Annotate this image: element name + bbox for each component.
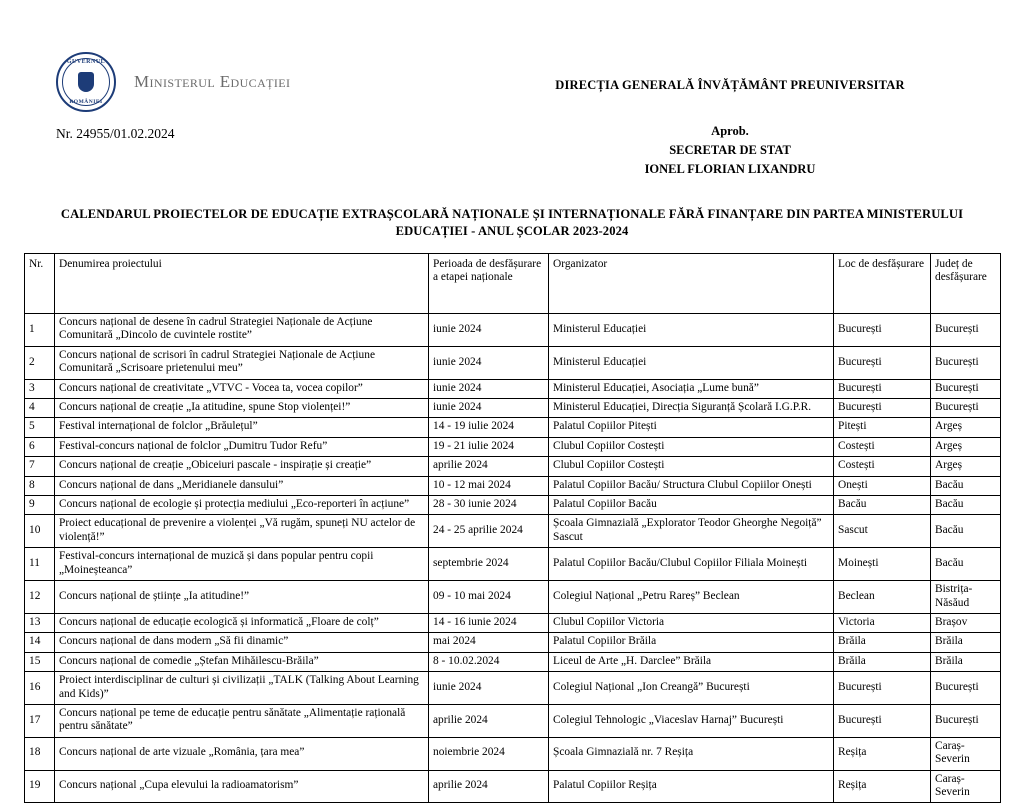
cell-period: mai 2024 bbox=[429, 633, 549, 652]
document-header bbox=[0, 0, 1024, 176]
cell-county: Bacău bbox=[931, 515, 1001, 548]
cell-period: iunie 2024 bbox=[429, 379, 549, 398]
cell-county: București bbox=[931, 704, 1001, 737]
table-row bbox=[25, 496, 1001, 515]
cell-project: Concurs național de desene în cadrul Strategiei Naționale de Acțiune Comunitară „Dincolo de cuvintele rostite” bbox=[55, 314, 429, 347]
cell-county: Caraș-Severin bbox=[931, 737, 1001, 770]
table-row bbox=[25, 737, 1001, 770]
cell-county: Bacău bbox=[931, 496, 1001, 515]
cell-location: Moinești bbox=[834, 548, 931, 581]
cell-location: București bbox=[834, 379, 931, 398]
ministry-name: Ministerul Educației bbox=[134, 72, 291, 91]
cell-organizer: Clubul Copiilor Costești bbox=[549, 437, 834, 456]
cell-county: Bistrița-Năsăud bbox=[931, 581, 1001, 614]
cell-organizer: Palatul Copiilor Bacău bbox=[549, 496, 834, 515]
cell-county: Bacău bbox=[931, 548, 1001, 581]
cell-organizer: Palatul Copiilor Bacău/ Structura Clubul Copiilor Onești bbox=[549, 476, 834, 495]
cell-period: aprilie 2024 bbox=[429, 704, 549, 737]
cell-nr: 9 bbox=[25, 496, 55, 515]
cell-nr: 15 bbox=[25, 652, 55, 671]
cell-county: Argeș bbox=[931, 457, 1001, 476]
cell-organizer: Colegiul Național „Petru Rareș” Beclean bbox=[549, 581, 834, 614]
cell-nr: 13 bbox=[25, 613, 55, 632]
department-title: DIRECȚIA GENERALĂ ÎNVĂȚĂMÂNT PREUNIVERSITAR bbox=[555, 78, 905, 92]
cell-nr: 3 bbox=[25, 379, 55, 398]
cell-organizer: Ministerul Educației, Direcția Siguranță Școlară I.G.P.R. bbox=[549, 399, 834, 418]
cell-location: Brăila bbox=[834, 652, 931, 671]
cell-county: București bbox=[931, 346, 1001, 379]
coat-top-text: GUVERNUL bbox=[66, 59, 106, 65]
cell-nr: 18 bbox=[25, 737, 55, 770]
cell-period: aprilie 2024 bbox=[429, 770, 549, 803]
cell-nr: 5 bbox=[25, 418, 55, 437]
cell-location: Pitești bbox=[834, 418, 931, 437]
cell-period: 14 - 16 iunie 2024 bbox=[429, 613, 549, 632]
table-row bbox=[25, 613, 1001, 632]
table-row bbox=[25, 418, 1001, 437]
cell-organizer: Clubul Copiilor Costești bbox=[549, 457, 834, 476]
page-title-line-2: EDUCAȚIEI - ANUL ȘCOLAR 2023-2024 bbox=[395, 224, 629, 238]
column-header-organizer: Organizator bbox=[549, 254, 834, 314]
cell-organizer: Colegiul Național „Ion Creangă” București bbox=[549, 672, 834, 705]
cell-county: Argeș bbox=[931, 418, 1001, 437]
cell-project: Festival-concurs național de folclor „Dumitru Tudor Refu” bbox=[55, 437, 429, 456]
cell-organizer: Școala Gimnazială „Explorator Teodor Gheorghe Negoiță” Sascut bbox=[549, 515, 834, 548]
cell-nr: 8 bbox=[25, 476, 55, 495]
romania-coat-of-arms-icon bbox=[56, 52, 116, 112]
projects-table-wrapper bbox=[24, 253, 1000, 803]
cell-project: Festival internațional de folclor „Brăulețul” bbox=[55, 418, 429, 437]
coat-bottom-text: ROMÂNIEI bbox=[69, 99, 103, 105]
table-row bbox=[25, 314, 1001, 347]
cell-nr: 2 bbox=[25, 346, 55, 379]
cell-project: Concurs național de arte vizuale „România, țara mea” bbox=[55, 737, 429, 770]
cell-organizer: Ministerul Educației, Asociația „Lume bună” bbox=[549, 379, 834, 398]
cell-project: Proiect educațional de prevenire a violenței „Vă rugăm, spuneți NU actelor de violență!” bbox=[55, 515, 429, 548]
cell-nr: 4 bbox=[25, 399, 55, 418]
cell-nr: 16 bbox=[25, 672, 55, 705]
cell-location: Onești bbox=[834, 476, 931, 495]
table-row bbox=[25, 457, 1001, 476]
table-row bbox=[25, 515, 1001, 548]
table-row bbox=[25, 379, 1001, 398]
cell-county: București bbox=[931, 672, 1001, 705]
cell-organizer: Clubul Copiilor Victoria bbox=[549, 613, 834, 632]
cell-nr: 19 bbox=[25, 770, 55, 803]
cell-period: 19 - 21 iulie 2024 bbox=[429, 437, 549, 456]
cell-project: Concurs național de creație „Obiceiuri pascale - inspirație și creație” bbox=[55, 457, 429, 476]
cell-county: Caraș-Severin bbox=[931, 770, 1001, 803]
cell-location: Brăila bbox=[834, 633, 931, 652]
cell-nr: 11 bbox=[25, 548, 55, 581]
table-row bbox=[25, 437, 1001, 456]
cell-period: iunie 2024 bbox=[429, 399, 549, 418]
cell-project: Concurs național de creație „Ia atitudine, spune Stop violenței!” bbox=[55, 399, 429, 418]
cell-organizer: Liceul de Arte „H. Darclee” Brăila bbox=[549, 652, 834, 671]
cell-project: Festival-concurs internațional de muzică și dans popular pentru copii „Moineșteanca” bbox=[55, 548, 429, 581]
table-row bbox=[25, 476, 1001, 495]
cell-project: Concurs național de ecologie și protecția mediului „Eco-reporteri în acțiune” bbox=[55, 496, 429, 515]
cell-project: Concurs național de educație ecologică și informatică „Floare de colț” bbox=[55, 613, 429, 632]
cell-location: Bacău bbox=[834, 496, 931, 515]
cell-nr: 14 bbox=[25, 633, 55, 652]
cell-organizer: Ministerul Educației bbox=[549, 346, 834, 379]
cell-organizer: Palatul Copiilor Brăila bbox=[549, 633, 834, 652]
cell-organizer: Colegiul Tehnologic „Viaceslav Harnaj” București bbox=[549, 704, 834, 737]
cell-project: Proiect interdisciplinar de culturi și civilizații „TALK (Talking About Learning and Kids)” bbox=[55, 672, 429, 705]
cell-county: București bbox=[931, 399, 1001, 418]
cell-location: București bbox=[834, 314, 931, 347]
cell-county: București bbox=[931, 314, 1001, 347]
cell-period: 8 - 10.02.2024 bbox=[429, 652, 549, 671]
cell-county: București bbox=[931, 379, 1001, 398]
table-header-row bbox=[25, 254, 1001, 314]
table-row bbox=[25, 346, 1001, 379]
approval-block bbox=[470, 122, 990, 179]
cell-nr: 6 bbox=[25, 437, 55, 456]
cell-project: Concurs național de scrisori în cadrul Strategiei Naționale de Acțiune Comunitară „Scrisoare prietenului meu” bbox=[55, 346, 429, 379]
cell-period: 10 - 12 mai 2024 bbox=[429, 476, 549, 495]
cell-period: iunie 2024 bbox=[429, 346, 549, 379]
cell-period: noiembrie 2024 bbox=[429, 737, 549, 770]
cell-organizer: Ministerul Educației bbox=[549, 314, 834, 347]
column-header-location: Loc de desfășurare bbox=[834, 254, 931, 314]
table-row bbox=[25, 633, 1001, 652]
cell-county: Brăila bbox=[931, 652, 1001, 671]
cell-location: Costești bbox=[834, 437, 931, 456]
cell-project: Concurs național „Cupa elevului la radioamatorism” bbox=[55, 770, 429, 803]
cell-period: 24 - 25 aprilie 2024 bbox=[429, 515, 549, 548]
page-title-line-1: CALENDARUL PROIECTELOR DE EDUCAȚIE EXTRAȘCOLARĂ NAȚIONALE ȘI INTERNAȚIONALE FĂRĂ FINANȚARE DIN PARTEA MINISTERULUI bbox=[60, 207, 964, 221]
table-row bbox=[25, 770, 1001, 803]
projects-table bbox=[24, 253, 1001, 803]
column-header-county: Județ de desfășurare bbox=[931, 254, 1001, 314]
ministry-logo-block bbox=[56, 52, 290, 112]
cell-location: București bbox=[834, 704, 931, 737]
cell-location: Reșița bbox=[834, 770, 931, 803]
cell-location: București bbox=[834, 346, 931, 379]
cell-project: Concurs național de creativitate „VTVC - Vocea ta, vocea copilor” bbox=[55, 379, 429, 398]
cell-period: iunie 2024 bbox=[429, 672, 549, 705]
table-row bbox=[25, 652, 1001, 671]
cell-period: 14 - 19 iulie 2024 bbox=[429, 418, 549, 437]
column-header-nr: Nr. bbox=[25, 254, 55, 314]
cell-location: Costești bbox=[834, 457, 931, 476]
table-row bbox=[25, 704, 1001, 737]
projects-table-body bbox=[25, 314, 1001, 803]
table-row bbox=[25, 399, 1001, 418]
cell-location: București bbox=[834, 399, 931, 418]
cell-nr: 1 bbox=[25, 314, 55, 347]
cell-project: Concurs național pe teme de educație pentru sănătate „Alimentație rațională pentru sănătate” bbox=[55, 704, 429, 737]
cell-organizer: Palatul Copiilor Reșița bbox=[549, 770, 834, 803]
cell-organizer: Palatul Copiilor Bacău/Clubul Copiilor Filiala Moinești bbox=[549, 548, 834, 581]
cell-period: septembrie 2024 bbox=[429, 548, 549, 581]
approval-name: IONEL FLORIAN LIXANDRU bbox=[644, 162, 816, 176]
cell-nr: 12 bbox=[25, 581, 55, 614]
cell-nr: 17 bbox=[25, 704, 55, 737]
cell-location: Sascut bbox=[834, 515, 931, 548]
cell-location: Victoria bbox=[834, 613, 931, 632]
cell-project: Concurs național de dans „Meridianele dansului” bbox=[55, 476, 429, 495]
cell-county: Brăila bbox=[931, 633, 1001, 652]
coat-crest-shape bbox=[78, 72, 94, 92]
column-header-period: Perioada de desfășurare a etapei naționale bbox=[429, 254, 549, 314]
cell-period: 28 - 30 iunie 2024 bbox=[429, 496, 549, 515]
cell-nr: 7 bbox=[25, 457, 55, 476]
cell-county: Argeș bbox=[931, 437, 1001, 456]
cell-period: iunie 2024 bbox=[429, 314, 549, 347]
page-title bbox=[56, 206, 968, 240]
cell-location: Reșița bbox=[834, 737, 931, 770]
cell-county: Bacău bbox=[931, 476, 1001, 495]
cell-nr: 10 bbox=[25, 515, 55, 548]
cell-project: Concurs național de științe „Ia atitudine!” bbox=[55, 581, 429, 614]
cell-organizer: Palatul Copiilor Pitești bbox=[549, 418, 834, 437]
column-header-project: Denumirea proiectului bbox=[55, 254, 429, 314]
cell-project: Concurs național de dans modern „Să fii dinamic” bbox=[55, 633, 429, 652]
cell-location: București bbox=[834, 672, 931, 705]
cell-location: Beclean bbox=[834, 581, 931, 614]
cell-county: Brașov bbox=[931, 613, 1001, 632]
table-row bbox=[25, 548, 1001, 581]
cell-project: Concurs național de comedie „Ștefan Mihăilescu-Brăila” bbox=[55, 652, 429, 671]
cell-period: 09 - 10 mai 2024 bbox=[429, 581, 549, 614]
table-row bbox=[25, 672, 1001, 705]
cell-organizer: Școala Gimnazială nr. 7 Reșița bbox=[549, 737, 834, 770]
approval-role: SECRETAR DE STAT bbox=[669, 143, 791, 157]
table-row bbox=[25, 581, 1001, 614]
document-number: Nr. 24955/01.02.2024 bbox=[56, 126, 175, 141]
approval-label: Aprob. bbox=[711, 124, 749, 138]
cell-period: aprilie 2024 bbox=[429, 457, 549, 476]
